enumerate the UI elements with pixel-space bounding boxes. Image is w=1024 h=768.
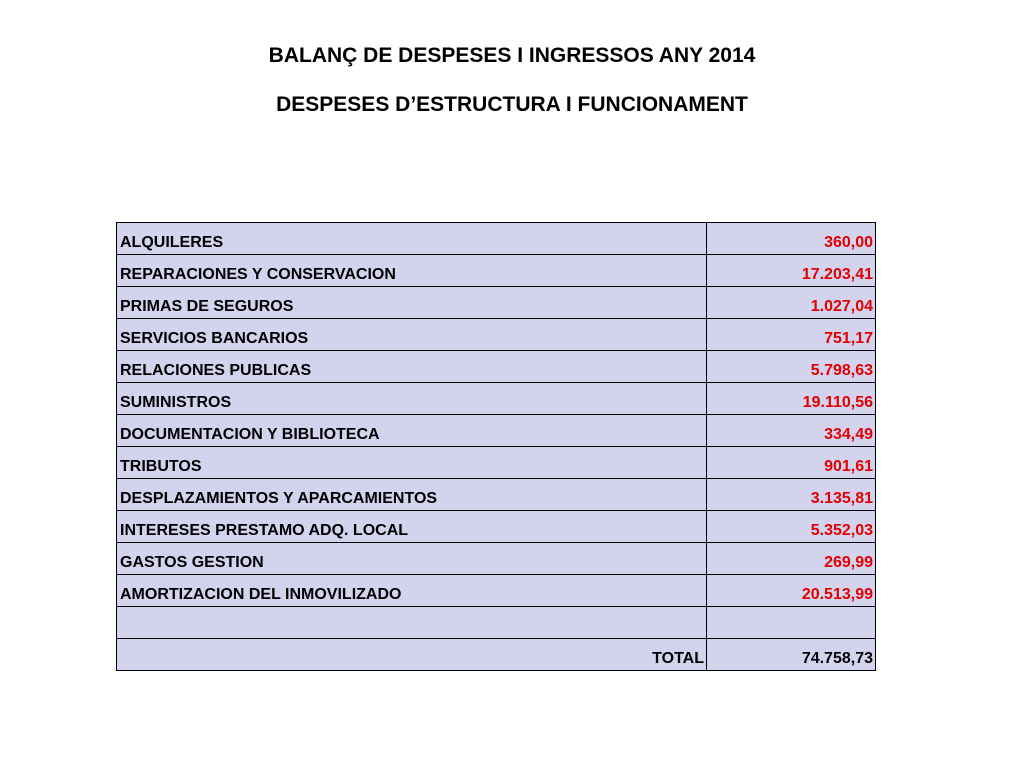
expense-amount: 360,00 xyxy=(707,223,876,255)
expense-label: DESPLAZAMIENTOS Y APARCAMIENTOS xyxy=(117,479,707,511)
expense-label: PRIMAS DE SEGUROS xyxy=(117,287,707,319)
empty-cell xyxy=(707,607,876,639)
total-amount: 74.758,73 xyxy=(707,639,876,671)
expense-amount: 5.352,03 xyxy=(707,511,876,543)
table-row xyxy=(117,223,876,255)
expense-amount: 20.513,99 xyxy=(707,575,876,607)
table-row xyxy=(117,543,876,575)
table-row xyxy=(117,351,876,383)
expense-label: RELACIONES PUBLICAS xyxy=(117,351,707,383)
table-row xyxy=(117,415,876,447)
total-row xyxy=(117,639,876,671)
expense-amount: 5.798,63 xyxy=(707,351,876,383)
table-row xyxy=(117,383,876,415)
expense-table-body xyxy=(117,223,876,671)
table-row xyxy=(117,287,876,319)
expense-label: REPARACIONES Y CONSERVACION xyxy=(117,255,707,287)
expense-amount: 1.027,04 xyxy=(707,287,876,319)
table-row xyxy=(117,447,876,479)
page-title: BALANÇ DE DESPESES I INGRESSOS ANY 2014 xyxy=(268,44,756,67)
expense-label: INTERESES PRESTAMO ADQ. LOCAL xyxy=(117,511,707,543)
expense-amount: 334,49 xyxy=(707,415,876,447)
expense-amount: 17.203,41 xyxy=(707,255,876,287)
expense-label: SUMINISTROS xyxy=(117,383,707,415)
expense-label: DOCUMENTACION Y BIBLIOTECA xyxy=(117,415,707,447)
expense-label: ALQUILERES xyxy=(117,223,707,255)
expense-label: AMORTIZACION DEL INMOVILIZADO xyxy=(117,575,707,607)
expense-label: GASTOS GESTION xyxy=(117,543,707,575)
empty-row xyxy=(117,607,876,639)
table-row xyxy=(117,511,876,543)
expense-label: TRIBUTOS xyxy=(117,447,707,479)
expense-amount: 751,17 xyxy=(707,319,876,351)
expense-amount: 19.110,56 xyxy=(707,383,876,415)
table-row xyxy=(117,255,876,287)
expense-amount: 3.135,81 xyxy=(707,479,876,511)
expense-table xyxy=(116,222,876,671)
expense-amount: 269,99 xyxy=(707,543,876,575)
table-row xyxy=(117,319,876,351)
table-row xyxy=(117,575,876,607)
expense-amount: 901,61 xyxy=(707,447,876,479)
page-subtitle: DESPESES D’ESTRUCTURA I FUNCIONAMENT xyxy=(276,93,748,116)
expense-label: SERVICIOS BANCARIOS xyxy=(117,319,707,351)
table-row xyxy=(117,479,876,511)
total-label: TOTAL xyxy=(117,639,707,671)
empty-cell xyxy=(117,607,707,639)
